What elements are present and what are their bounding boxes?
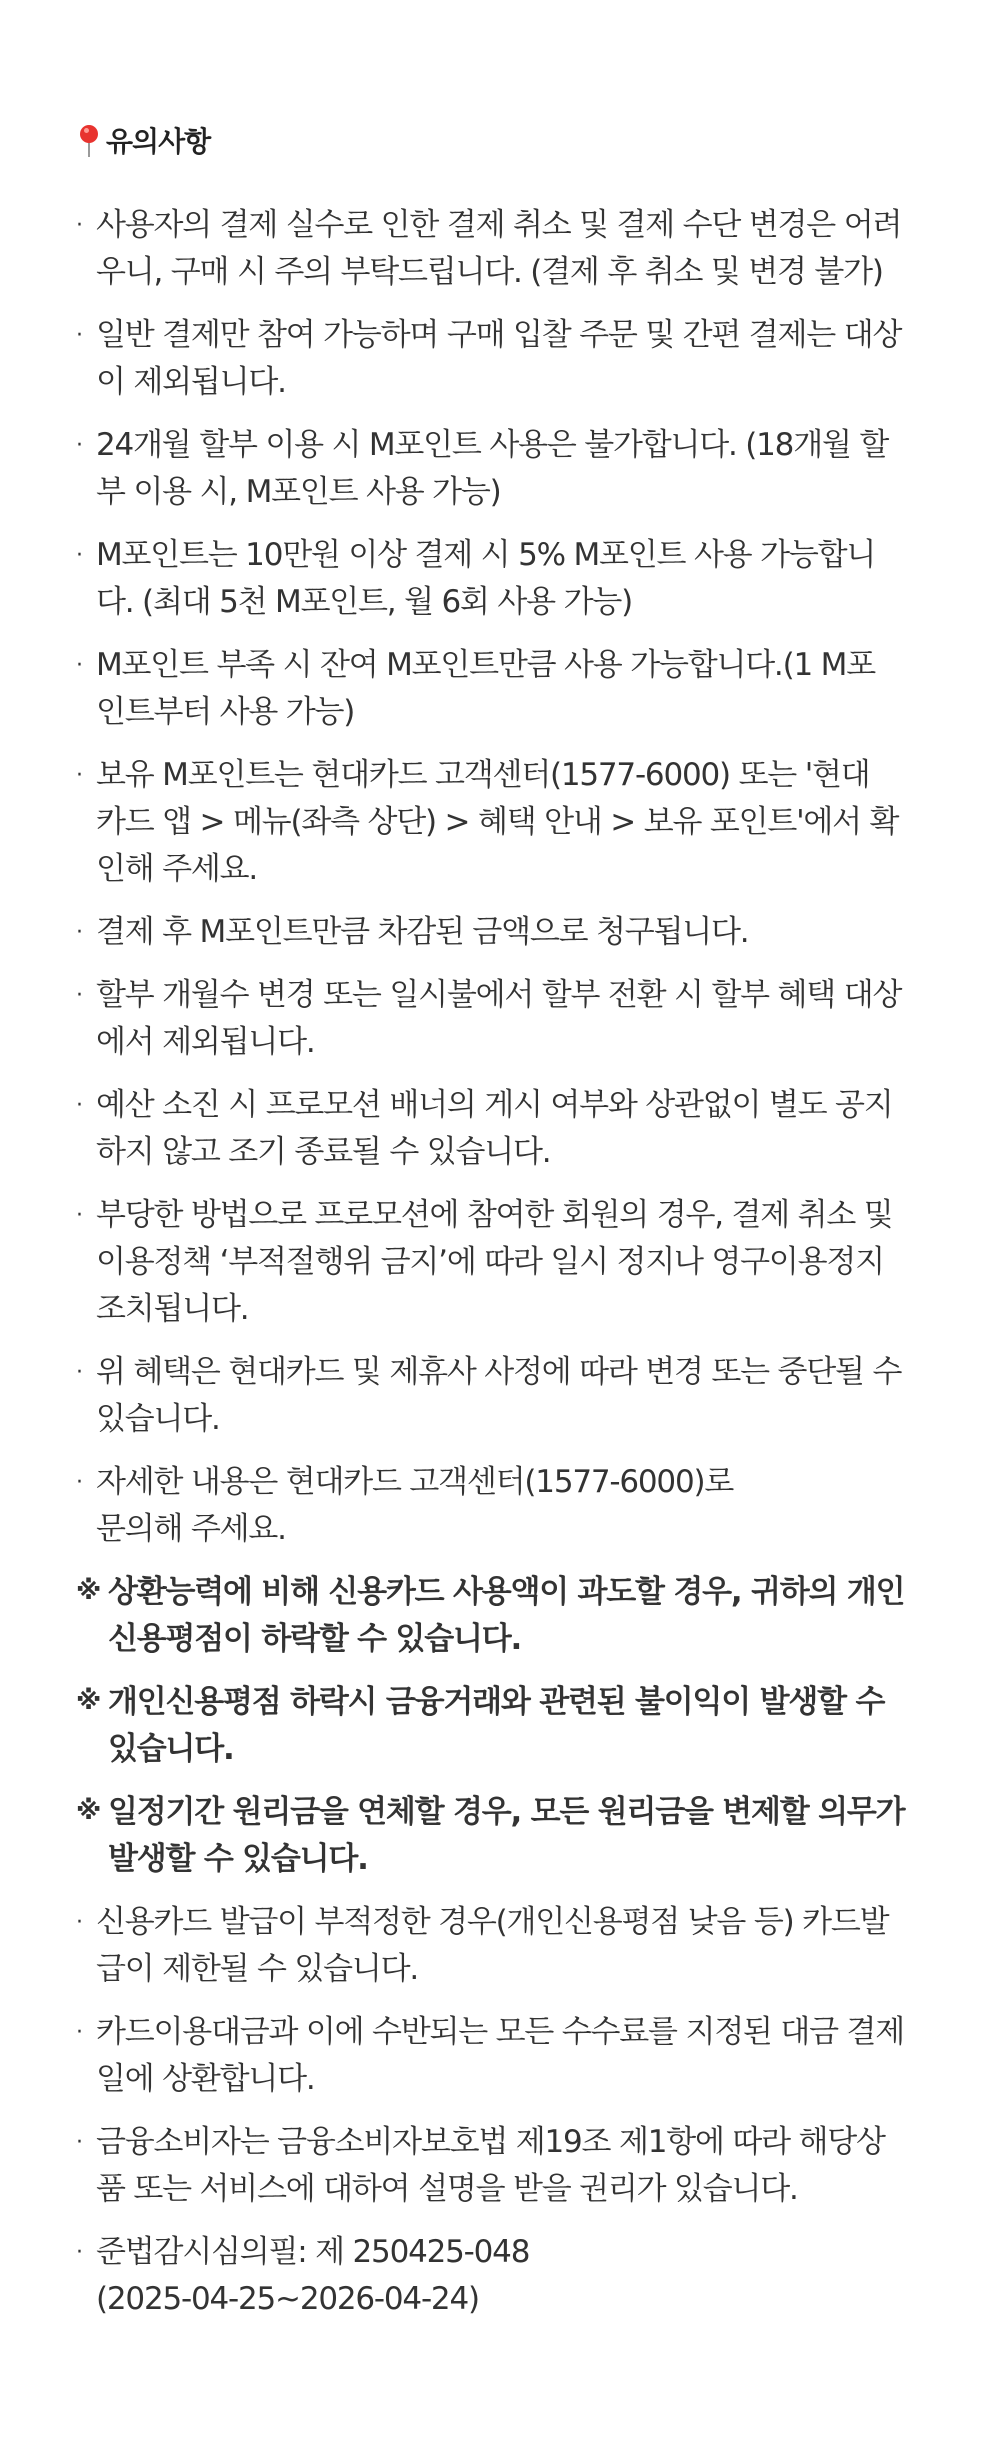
notice-item [76, 202, 932, 296]
notice-item [76, 2229, 932, 2323]
notice-item-line: (2025-04-25~2026-04-24) [96, 2281, 479, 2317]
notice-item-line: 상환능력에 비해 신용카드 사용액이 과도할 경우, 귀하의 개인 [108, 1574, 905, 1610]
notice-item [76, 532, 932, 626]
notice-item-line: 카드이용대금과 이에 수반되는 모든 수수료를 지정된 대금 결제 [96, 2014, 904, 2050]
bullet-marker: · [76, 763, 82, 788]
bullet-marker: · [76, 1203, 82, 1228]
bullet-marker: · [76, 2020, 82, 2045]
bullet-marker: · [76, 653, 82, 678]
notice-item-line: 카드 앱 > 메뉴(좌측 상단) > 혜택 안내 > 보유 포인트'에서 확 [96, 804, 899, 840]
notice-item [76, 312, 932, 406]
notice-item [76, 2119, 932, 2213]
notice-item-line: 준법감시심의필: 제 250425-048 [96, 2234, 530, 2270]
notice-item-line: 있습니다. [96, 1401, 220, 1437]
notice-item-line: 인트부터 사용 가능) [96, 694, 355, 730]
notice-item [76, 1192, 932, 1333]
bullet-marker: · [76, 433, 82, 458]
notice-item [76, 1082, 932, 1176]
notice-warning-item [76, 1789, 932, 1883]
notice-item-line: 신용카드 발급이 부적정한 경우(개인신용평점 낮음 등) 카드발 [96, 1904, 889, 1940]
bullet-marker: · [76, 920, 82, 945]
pushpin-icon [76, 121, 102, 159]
notice-item-line: 일에 상환합니다. [96, 2061, 315, 2097]
notice-item [76, 2009, 932, 2103]
bullet-marker: · [76, 983, 82, 1008]
notice-list [76, 202, 932, 2323]
notice-item [76, 422, 932, 516]
notice-item-line: 있습니다. [108, 1731, 234, 1767]
bullet-marker: · [76, 213, 82, 238]
notice-item [76, 642, 932, 736]
notice-item-line: 보유 M포인트는 현대카드 고객센터(1577-6000) 또는 '현대 [96, 757, 870, 793]
notice-item-line: 금융소비자는 금융소비자보호법 제19조 제1항에 따라 해당상 [96, 2124, 885, 2160]
notice-item-line: 부 이용 시, M포인트 사용 가능) [96, 474, 501, 510]
notice-item-line: 자세한 내용은 현대카드 고객센터(1577-6000)로 [96, 1464, 734, 1500]
notice-heading [76, 118, 932, 162]
notice-item-line: 품 또는 서비스에 대하여 설명을 받을 권리가 있습니다. [96, 2171, 798, 2207]
bullet-marker: · [76, 323, 82, 348]
notice-item [76, 1349, 932, 1443]
notice-item-line: 개인신용평점 하락시 금융거래와 관련된 불이익이 발생할 수 [108, 1684, 885, 1720]
bullet-marker: · [76, 1093, 82, 1118]
notice-warning-item [76, 1679, 932, 1773]
notice-item-line: 할부 개월수 변경 또는 일시불에서 할부 전환 시 할부 혜택 대상 [96, 977, 902, 1013]
bullet-marker: · [76, 2240, 82, 2265]
bullet-marker: · [76, 2130, 82, 2155]
notice-item-line: 문의해 주세요. [96, 1511, 286, 1547]
notice-item-line: 발생할 수 있습니다. [108, 1841, 368, 1877]
notice-item-line: 사용자의 결제 실수로 인한 결제 취소 및 결제 수단 변경은 어려 [96, 207, 902, 243]
bullet-marker: · [76, 1910, 82, 1935]
reference-mark: ※ [76, 1796, 101, 1826]
notice-item-line: 이용정책 ‘부적절행위 금지’에 따라 일시 정지나 영구이용정지 [96, 1244, 884, 1280]
bullet-marker: · [76, 1360, 82, 1385]
notice-item-line: 결제 후 M포인트만큼 차감된 금액으로 청구됩니다. [96, 914, 749, 950]
notice-item [76, 909, 932, 956]
notice-item-line: 신용평점이 하락할 수 있습니다. [108, 1621, 522, 1657]
notice-item-line: 인해 주세요. [96, 851, 258, 887]
notice-item [76, 1459, 932, 1553]
bullet-marker: · [76, 1470, 82, 1495]
notice-item-line: 위 혜택은 현대카드 및 제휴사 사정에 따라 변경 또는 중단될 수 [96, 1354, 902, 1390]
notice-item-line: 일반 결제만 참여 가능하며 구매 입찰 주문 및 간편 결제는 대상 [96, 317, 902, 353]
notice-item-line: M포인트는 10만원 이상 결제 시 5% M포인트 사용 가능합니 [96, 537, 876, 573]
notice-item-line: 이 제외됩니다. [96, 364, 286, 400]
notice-item-line: M포인트 부족 시 잔여 M포인트만큼 사용 가능합니다.(1 M포 [96, 647, 875, 683]
notice-item [76, 1899, 932, 1993]
notice-warning-item [76, 1569, 932, 1663]
notice-item-line: 예산 소진 시 프로모션 배너의 게시 여부와 상관없이 별도 공지 [96, 1087, 893, 1123]
notice-item-line: 급이 제한될 수 있습니다. [96, 1951, 419, 1987]
notice-item-line: 일정기간 원리금을 연체할 경우, 모든 원리금을 변제할 의무가 [108, 1794, 905, 1830]
notice-item-line: 부당한 방법으로 프로모션에 참여한 회원의 경우, 결제 취소 및 [96, 1197, 893, 1233]
notice-item-line: 다. (최대 5천 M포인트, 월 6회 사용 가능) [96, 584, 632, 620]
reference-mark: ※ [76, 1576, 101, 1606]
notice-item-line: 우니, 구매 시 주의 부탁드립니다. (결제 후 취소 및 변경 불가) [96, 254, 883, 290]
bullet-marker: · [76, 543, 82, 568]
notice-item [76, 752, 932, 893]
notice-item-line: 에서 제외됩니다. [96, 1024, 315, 1060]
notice-item-line: 조치됩니다. [96, 1291, 249, 1327]
notice-item [76, 972, 932, 1066]
reference-mark: ※ [76, 1686, 101, 1716]
notice-item-line: 24개월 할부 이용 시 M포인트 사용은 불가합니다. (18개월 할 [96, 427, 889, 463]
notice-title: 유의사항 [106, 125, 211, 158]
notice-item-line: 하지 않고 조기 종료될 수 있습니다. [96, 1134, 551, 1170]
